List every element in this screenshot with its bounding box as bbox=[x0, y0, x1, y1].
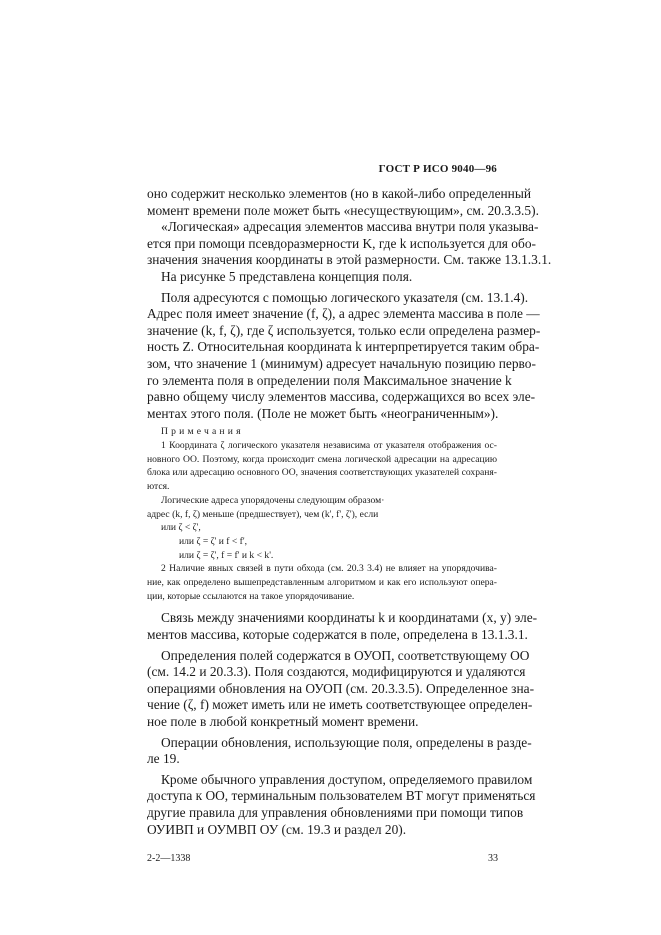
text-line: новного ОО. Поэтому, когда происходит смена логической адресации на адресацию bbox=[147, 453, 497, 465]
text-line: ное поле в любой конкретный момент времени. bbox=[147, 714, 419, 730]
text-line: ется при помощи псевдоразмерности K, где k используется для обо- bbox=[147, 235, 536, 251]
text-line: адрес (k, f, ζ) меньше (предшествует), чем (k', f', ζ'), если bbox=[147, 508, 379, 520]
text-line: ние, как определено вышепредставленным алгоритмом и как его используют опера- bbox=[147, 577, 497, 589]
text-line: На рисунке 5 представлена концепция поля. bbox=[161, 268, 413, 284]
text-line: ментов массива, которые содержатся в поле, определена в 13.1.3.1. bbox=[147, 627, 528, 643]
text-line: «Логическая» адресация элементов массива внутри поля указыва- bbox=[161, 219, 539, 235]
text-line: Адрес поля имеет значение (f, ζ), а адрес элемента массива в поле — bbox=[147, 306, 540, 322]
text-line: чение (ζ, f) может иметь или не иметь соответствующее определен- bbox=[147, 697, 533, 713]
text-line: ле 19. bbox=[147, 751, 180, 767]
text-line: ОУИВП и ОУМВП ОУ (см. 19.3 и раздел 20). bbox=[147, 821, 407, 837]
text-line: Определения полей содержатся в ОУОП, соответствующему ОО bbox=[161, 647, 530, 663]
text-line: значение (k, f, ζ), где ζ используется, только если определена размер- bbox=[147, 322, 541, 338]
text-line: ются. bbox=[147, 481, 170, 493]
document-header: ГОСТ Р ИСО 9040—96 bbox=[378, 163, 497, 175]
paragraph bbox=[147, 186, 539, 219]
text-line: Операции обновления, использующие поля, определены в разде- bbox=[161, 734, 532, 750]
paragraph bbox=[147, 610, 538, 643]
text-line: доступа к ОО, терминальным пользователем ВТ могут применяться bbox=[147, 788, 536, 804]
text-line: Кроме обычного управления доступом, определяемого правилом bbox=[161, 771, 533, 787]
page-number: 33 bbox=[488, 853, 498, 864]
text-line: ции, которые ссылаются на такое упорядочивание. bbox=[147, 590, 355, 602]
paragraph bbox=[147, 289, 541, 423]
notes-block bbox=[147, 425, 497, 603]
text-line: или ζ = ζ', f = f' и k < k'. bbox=[179, 549, 274, 561]
text-line: Поля адресуются с помощью логического указателя (см. 13.1.4). bbox=[161, 289, 529, 305]
text-line: другие правила для управления обновлениями при помощи типов bbox=[147, 804, 524, 820]
text-line: момент времени поле может быть «несуществующим», см. 20.3.3.5). bbox=[147, 202, 539, 218]
paragraph bbox=[147, 771, 536, 838]
paragraph bbox=[147, 269, 497, 286]
text-line: зом, что значение 1 (минимум) адресует начальную позицию перво- bbox=[147, 355, 536, 371]
text-line: 1 Координата ζ логического указателя независима от указателя отображения ос- bbox=[161, 440, 497, 452]
paragraph bbox=[147, 647, 535, 731]
text-line: оно содержит несколько элементов (но в какой-либо определенный bbox=[147, 186, 532, 201]
text-line: значения значения координаты в этой размерности. См. также 13.1.3.1. bbox=[147, 252, 552, 268]
text-line: или ζ < ζ', bbox=[161, 522, 201, 534]
text-line: или ζ = ζ' и f < f', bbox=[179, 535, 247, 547]
paragraph bbox=[147, 734, 532, 768]
text-line: (см. 14.2 и 20.3.3). Поля создаются, модифицируются и удаляются bbox=[147, 664, 526, 680]
paragraph bbox=[147, 219, 552, 269]
text-line: равно общему числу элементов массива, содержащихся во всех эле- bbox=[147, 389, 536, 405]
text-line: го элемента поля в определении поля Максимальное значение k bbox=[147, 372, 512, 388]
notes-title: Примечания bbox=[161, 426, 244, 438]
text-line: Связь между значениями координаты k и координатами (x, y) эле- bbox=[161, 610, 538, 626]
page-content bbox=[147, 186, 552, 838]
text-line: ментах этого поля. (Поле не может быть «неограниченным»). bbox=[147, 405, 499, 421]
text-line: ность Z. Относительная координата k интерпретируется таким обра- bbox=[147, 339, 540, 355]
text-line: операциями обновления на ОУОП (см. 20.3.3.5). Определенное зна- bbox=[147, 680, 535, 696]
text-line: блока или адресацию основного ОО, значения соответствующих указателей сохраня- bbox=[147, 467, 497, 479]
print-code: 2-2—1338 bbox=[147, 853, 191, 864]
text-line: Логические адреса упорядочены следующим образом· bbox=[161, 494, 385, 506]
text-line: 2 Наличие явных связей в пути обхода (см. 20.3 3.4) не влияет на упорядочива- bbox=[161, 563, 497, 575]
